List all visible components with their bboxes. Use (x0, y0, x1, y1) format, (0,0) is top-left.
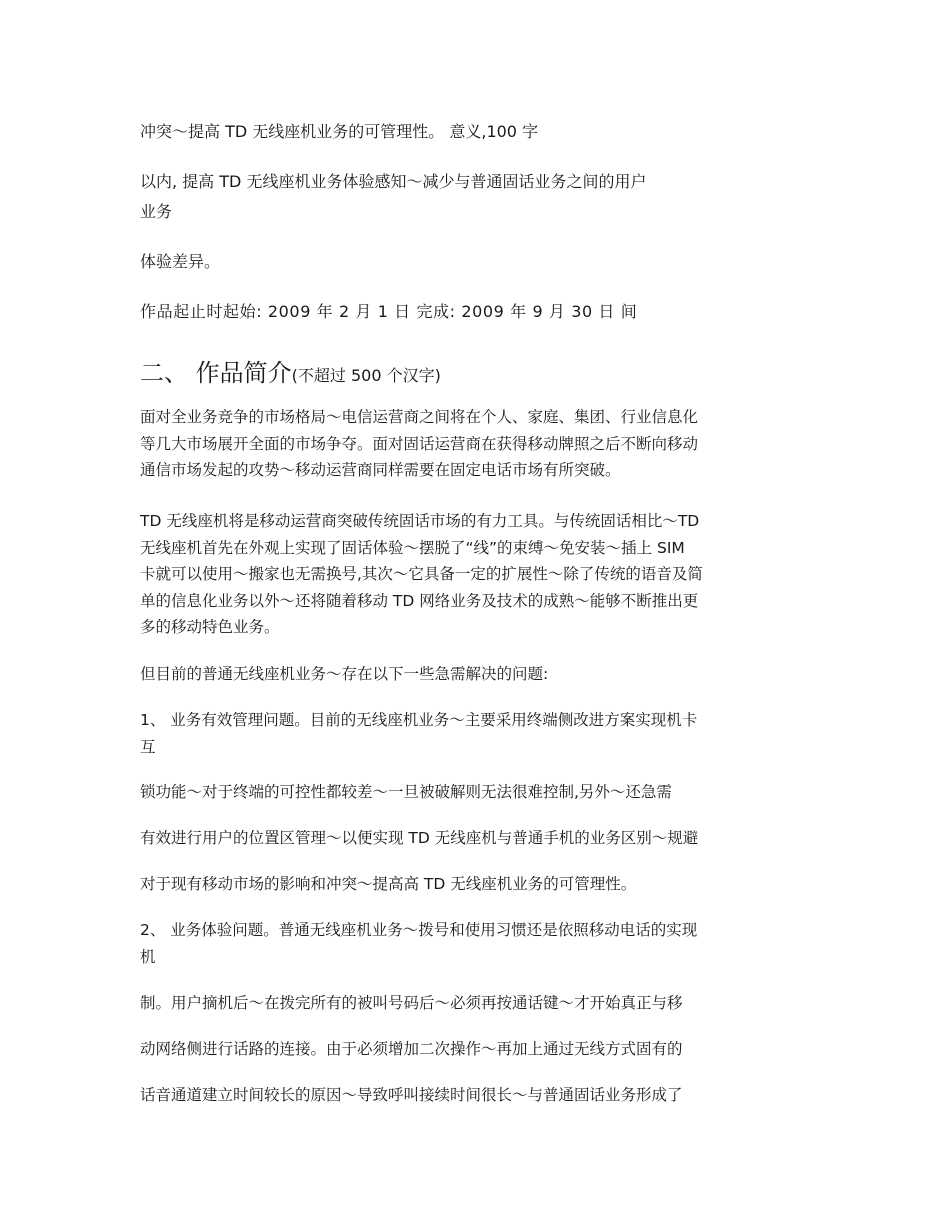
text-line: 制。用户摘机后～在拨完所有的被叫号码后～必须再按通话键～才开始真正与移 (140, 994, 683, 1012)
text-line: 话音通道建立时间较长的原因～导致呼叫接续时间很长～与普通固话业务形成了 (140, 1086, 683, 1104)
paragraph-line: 面对全业务竞争的市场格局～电信运营商之间将在个人、家庭、集团、行业信息化 (140, 408, 699, 426)
text-line: 2、 业务体验问题。普通无线座机业务～拨号和使用习惯还是依照移动电话的实现 (140, 921, 698, 939)
section-heading (140, 353, 441, 388)
text-line: 但目前的普通无线座机业务～存在以下一些急需解决的问题: (140, 665, 549, 683)
paragraph-line: 多的移动特色业务。 (140, 618, 280, 636)
paragraph-line: 等几大市场展开全面的市场争夺。面对固话运营商在获得移动牌照之后不断向移动 (140, 434, 699, 453)
text-line: 动网络侧进行话路的连接。由于必须增加二次操作～再加上通过无线方式固有的 (140, 1040, 683, 1058)
paragraph-line: 单的信息化业务以外～还将随着移动 TD 网络业务及技术的成熟～能够不断推出更 (140, 591, 699, 610)
paragraph-line: TD 无线座机将是移动运营商突破传统固话市场的有力工具。与传统固话相比～TD (140, 512, 700, 530)
section-note: (不超过 500 个汉字) (291, 366, 441, 385)
text-line: 体验差异。 (140, 252, 221, 271)
text-line: 对于现有移动市场的影响和冲突～提高高 TD 无线座机业务的可管理性。 (140, 875, 637, 893)
text-line: 作品起止时起始: 2009 年 2 月 1 日 完成: 2009 年 9 月 30 日 间 (140, 302, 638, 321)
text-line: 冲突～提高 TD 无线座机业务的可管理性。 意义,100 字 (140, 122, 539, 141)
text-line: 互 (140, 738, 156, 756)
paragraph-line: 无线座机首先在外观上实现了固话体验～摆脱了“线”的束缚～免安装～插上 SIM (140, 538, 685, 557)
text-line: 以内, 提高 TD 无线座机业务体验感知～减少与普通固话业务之间的用户 (140, 172, 647, 191)
text-line: 锁功能～对于终端的可控性都较差～一旦被破解则无法很难控制,另外～还急需 (140, 783, 672, 801)
text-line: 1、 业务有效管理问题。目前的无线座机业务～主要采用终端侧改进方案实现机卡 (140, 711, 698, 729)
section-title: 二、 作品简介 (140, 359, 292, 387)
text-line: 业务 (140, 202, 173, 221)
paragraph-td-phone (140, 508, 810, 641)
paragraph-market (140, 404, 810, 484)
paragraph-line: 卡就可以使用～搬家也无需换号,其次～它具备一定的扩展性～除了传统的语音及简 (140, 565, 703, 583)
text-line: 有效进行用户的位置区管理～以便实现 TD 无线座机与普通手机的业务区别～规避 (140, 829, 699, 847)
paragraph-line: 通信市场发起的攻势～移动运营商同样需要在固定电话市场有所突破。 (140, 461, 621, 479)
text-line: 机 (140, 948, 156, 966)
